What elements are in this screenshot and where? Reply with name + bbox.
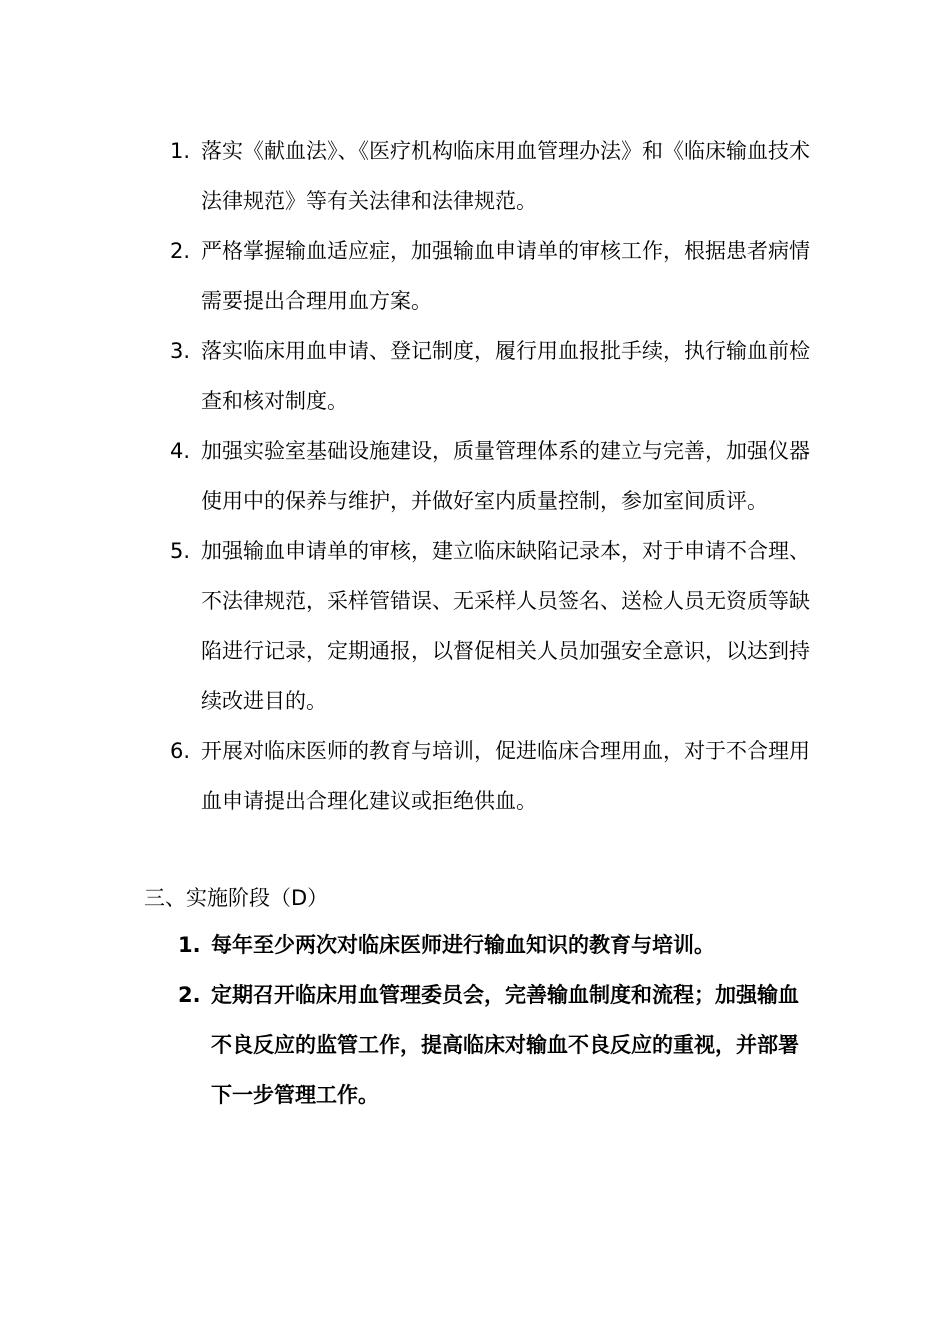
list-item-number: 2. (178, 983, 201, 1007)
list-item-text: 每年至少两次对临床医师进行输血知识的教育与培训。 (211, 933, 715, 957)
section-heading: 三、实施阶段（D） (144, 886, 329, 910)
list-item-number: 2. (170, 239, 191, 263)
measures-list (170, 126, 820, 826)
list-item-text: 加强输血申请单的审核，建立临床缺陷记录本，对于申请不合理、不法律规范，采样管错误、无采样人员签名、送检人员无资质等缺陷进行记录，定期通报，以督促相关人员加强安全意识，以达到持续改进目的。 (201, 539, 810, 713)
list-item (170, 226, 820, 326)
list-item (178, 970, 818, 1120)
list-item (170, 126, 820, 226)
implementation-list (178, 920, 818, 1120)
list-item-number: 5. (170, 539, 191, 563)
list-item-text: 定期召开临床用血管理委员会，完善输血制度和流程；加强输血不良反应的监管工作，提高临床对输血不良反应的重视，并部署下一步管理工作。 (211, 983, 799, 1107)
list-item-text: 加强实验室基础设施建设，质量管理体系的建立与完善，加强仪器使用中的保养与维护，并做好室内质量控制，参加室间质评。 (201, 439, 810, 513)
list-item (178, 920, 818, 970)
list-item-number: 4. (170, 439, 191, 463)
list-item-text: 落实《献血法》、《医疗机构临床用血管理办法》和《临床输血技术法律规范》等有关法律和法律规范。 (201, 139, 810, 213)
list-item (170, 726, 820, 826)
list-item-number: 1. (170, 139, 191, 163)
list-item-number: 1. (178, 933, 201, 957)
list-item-text: 严格掌握输血适应症，加强输血申请单的审核工作，根据患者病情需要提出合理用血方案。 (201, 239, 810, 313)
list-item-number: 6. (170, 739, 191, 763)
list-item (170, 326, 820, 426)
list-item-text: 落实临床用血申请、登记制度，履行用血报批手续，执行输血前检查和核对制度。 (201, 339, 810, 413)
list-item (170, 526, 820, 726)
list-item-number: 3. (170, 339, 191, 363)
list-item-text: 开展对临床医师的教育与培训，促进临床合理用血，对于不合理用血申请提出合理化建议或拒绝供血。 (201, 739, 810, 813)
list-item (170, 426, 820, 526)
